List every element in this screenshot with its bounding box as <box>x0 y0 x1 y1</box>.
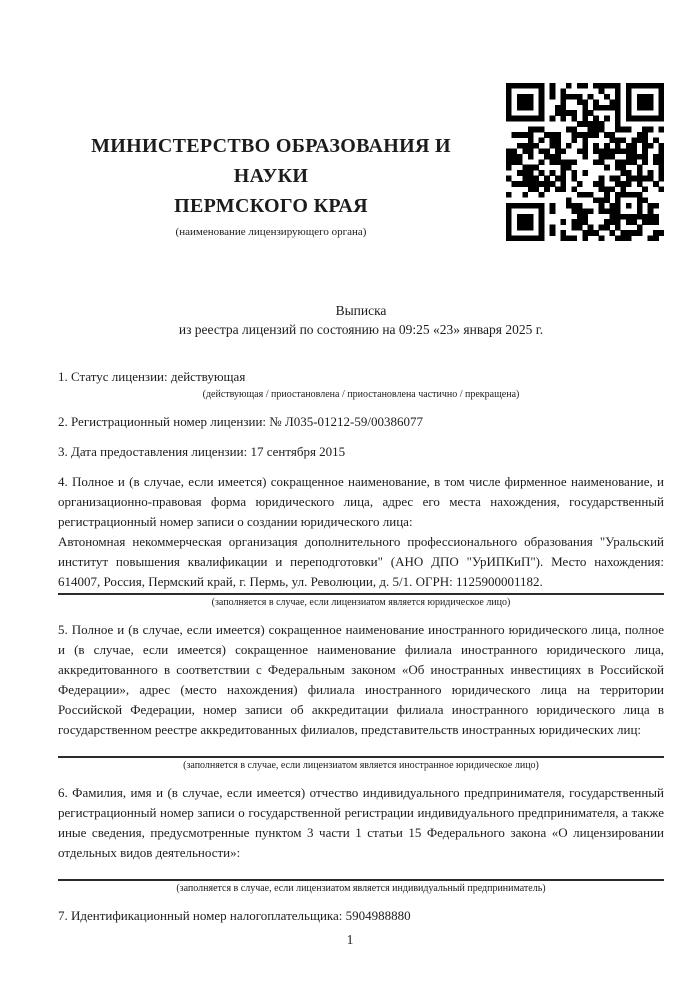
item-1-caption: (действующая / приостановлена / приостановлена частично / прекращена) <box>202 389 520 400</box>
clauses <box>58 367 664 926</box>
qr-code-icon <box>506 83 664 241</box>
page-number: 1 <box>346 932 354 947</box>
item-3-license-grant-date <box>58 442 664 462</box>
item-7-taxpayer-id <box>58 906 664 926</box>
item-5-text: 5. Полное и (в случае, если имеется) сокращенное наименование иностранного юридического лица, полное и (в случае, если имеется) сокращенное наименование филиала иностранного юридического лица, аккредитованного в соответствии с Федеральным законом «Об иностранных инвестициях в Российской Федерации», адрес (место нахождения) филиала иностранного юридического лица на территории Российской Федерации, номер записи об аккредитации филиала иностранного юридического лица в государственном реестре аккредитованных филиалов, представительств иностранных юридических лиц: <box>58 622 664 737</box>
item-4-caption: (заполняется в случае, если лицензиатом является юридическое лицо) <box>211 597 511 608</box>
item-4-legal-entity <box>58 472 664 610</box>
authority-name-line1: МИНИСТЕРСТВО ОБРАЗОВАНИЯ И НАУКИ <box>91 135 451 187</box>
document-title-line2: из реестра лицензий по состоянию на 09:25 «23» января 2025 г. <box>178 322 544 337</box>
header-row <box>58 0 664 241</box>
item-1-text: 1. Статус лицензии: действующая <box>58 369 246 384</box>
item-5-caption: (заполняется в случае, если лицензиатом является иностранное юридическое лицо) <box>183 760 539 771</box>
item-2-text: 2. Регистрационный номер лицензии: № Л035-01212-59/00386077 <box>58 414 424 429</box>
item-1-license-status <box>58 367 664 402</box>
item-4-value: Автономная некоммерческая организация дополнительного профессионального образования "Уральский институт повышения квалификации и переподготовки" (АНО ДПО "УрИПКиП"). Место нахождения: 614007, Россия, Пермский край, г. Пермь, ул. Революции, д. 5/1. ОГРН: 1125900001182. <box>58 534 664 589</box>
item-3-text: 3. Дата предоставления лицензии: 17 сентября 2015 <box>58 444 346 459</box>
licensing-authority-header <box>58 83 506 238</box>
item-6-text: 6. Фамилия, имя и (в случае, если имеется) отчество индивидуального предпринимателя, государственный регистрационный номер записи о государственной регистрации индивидуального предпринимателя, а также иные сведения, предусмотренные пунктом 3 части 1 статьи 15 Федерального закона «О лицензировании отдельных видов деятельности»: <box>58 785 664 860</box>
authority-caption: (наименование лицензирующего органа) <box>175 226 367 238</box>
item-5-foreign-legal-entity <box>58 620 664 773</box>
item-4-text: 4. Полное и (в случае, если имеется) сокращенное наименование, в том числе фирменное наименование, и организационно-правовая форма юридического лица, адрес его места нахождения, государственный регистрационный номер записи о создании юридического лица: <box>58 474 664 529</box>
item-2-registration-number <box>58 412 664 432</box>
document-title-line1: Выписка <box>335 303 387 318</box>
authority-name-line2: ПЕРМСКОГО КРАЯ <box>174 195 368 217</box>
item-6-caption: (заполняется в случае, если лицензиатом является индивидуальный предприниматель) <box>176 883 546 894</box>
document-title <box>58 301 664 339</box>
item-6-individual-entrepreneur <box>58 783 664 896</box>
item-7-text: 7. Идентификационный номер налогоплательщика: 5904988880 <box>58 908 411 923</box>
